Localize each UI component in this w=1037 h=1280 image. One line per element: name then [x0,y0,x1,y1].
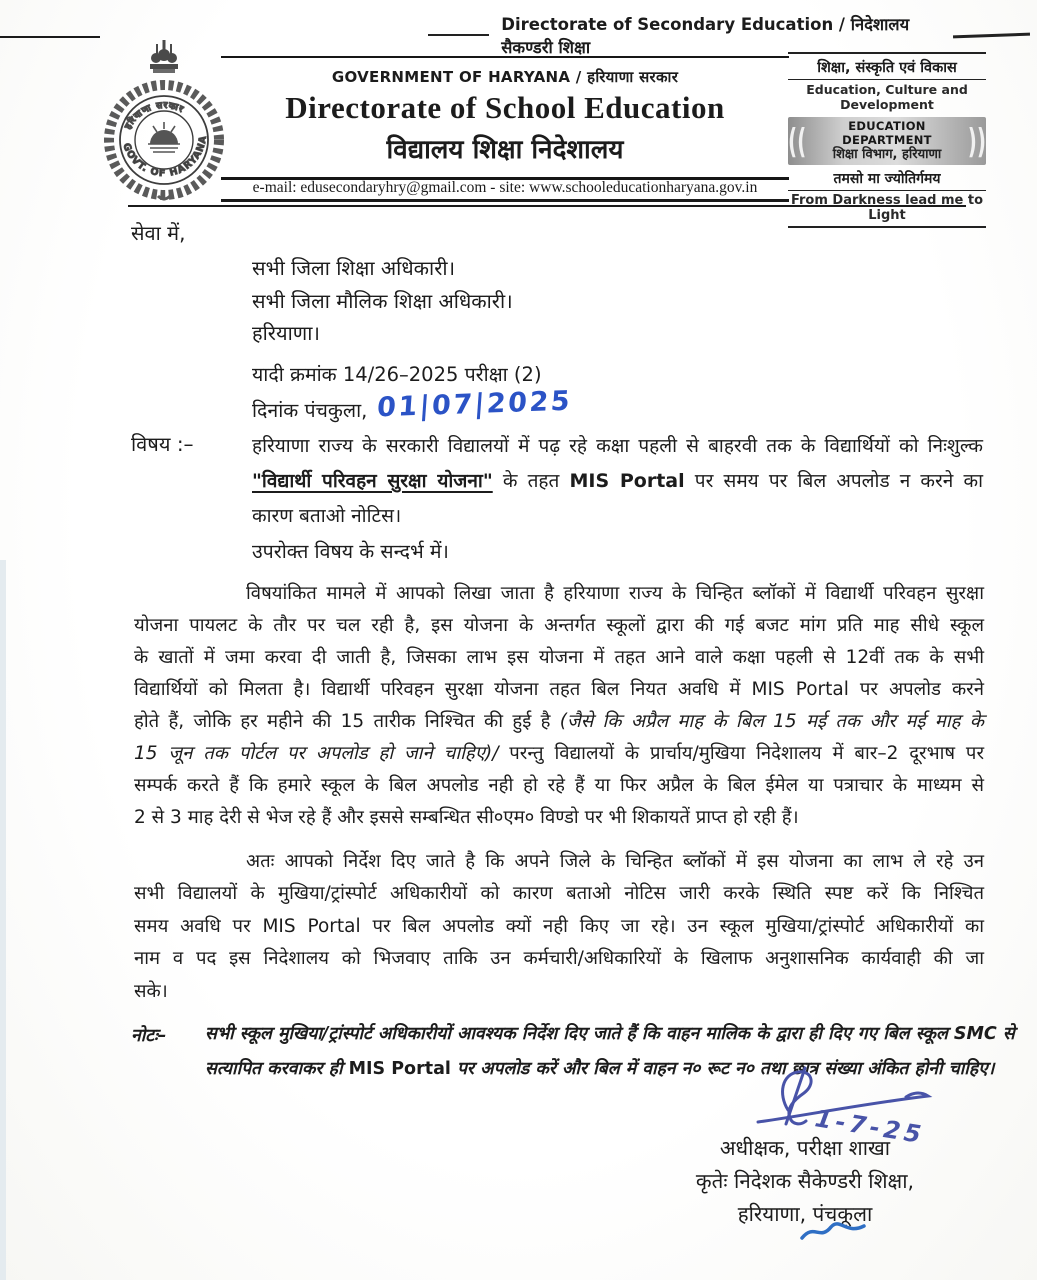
text-line: "विद्यार्थी परिवहन सुरक्षा योजना" के तहत MIS Portal पर समय पर बिल अपलोड न करने का [252,470,983,492]
directorate-title-hi: विद्यालय शिक्षा निदेशालय [386,135,624,165]
text-line: सके। [134,980,168,1002]
text-line: होते हैं, जोकि हर महीने की 15 तारीक निश्चित की हुई है (जैसे कि अप्रैल माह के बिल 15 मई तक और मई माह के [134,711,984,732]
text-line: सभी जिला मौलिक शिक्षा अधिकारी। [252,288,513,313]
signature-date: 1-7-25 [813,1104,927,1148]
date-label: दिनांक पंचकुला, [252,399,368,422]
education-department-banner [788,117,986,165]
directorate-title-en: Directorate of School Education [285,90,725,125]
text-line: के खातों में जमा करवा दी जाती है, जिसका लाभ इस योजना में तहत आने वाले कक्षा पहली से 12वीं तक के सभी [134,647,984,668]
sanskrit-motto-translation: From Darkness lead me to Light [788,191,986,228]
text-line: हरियाणा। [252,321,320,345]
banner-right-ornament-icon: )) [967,120,986,162]
dept-motto-hi: शिक्षा, संस्कृति एवं विकास [788,52,986,80]
text-line: सत्यापित करवाकर ही MIS Portal पर अपलोड करें और बिल में वाहन न० रूट न० तथा छात्र संख्या अंकित होनी चाहिए। [205,1059,995,1079]
government-line: GOVERNMENT OF HARYANA / हरियाणा सरकार [331,68,679,86]
text-line: विषयांकित मामले में आपको लिखा जाता है हरियाणा राज्य के चिन्हित ब्लॉकों में विद्यार्थी परिवहन सुरक्षा [246,583,984,604]
emblem-bottom-text: GOVT. OF HARYANA [120,134,210,180]
scan-edge [0,560,6,1280]
paragraph-1 [134,578,984,834]
text-line: हरियाणा, पंचकूला [737,1202,873,1226]
memo-number: यादी क्रमांक 14/26–2025 परीक्षा (2) [252,363,542,386]
top-left-rule [0,36,100,38]
banner-left-ornament-icon: (( [788,120,807,162]
text-line: विद्यार्थियों को मिलता है। विद्यार्थी परिवहन सुरक्षा योजना तहत बिल नियत अवधि में MIS Portal पर अपलोड करने [134,679,984,700]
annotation-left-rule [428,34,489,37]
signatory-block [660,1132,950,1231]
text-line: सभी विद्यालयों के मुखिया/ट्रांस्पोर्ट अधिकारीयों को कारण बताओ नोटिस जारी करके स्थिति स्पष्ट करें कि निश्चित [134,883,984,905]
reference-line: उपरोक्त विषय के सन्दर्भ में। [252,540,449,563]
paragraph-2 [134,846,984,1008]
text-line: समय अवधि पर MIS Portal पर बिल अपलोड क्यों नही किए जा रहे। उन स्कूल मुखिया/ट्रांस्पोर्ट अधिकारीयों का [134,915,984,937]
annotation-right-rule [953,32,1030,37]
handwritten-date: 01|07|2025 [376,385,574,424]
header-bottom-rule [221,199,789,202]
text-line: अधीक्षक, परीक्षा शाखा [719,1136,891,1160]
text-line: कृतेः निदेशक सैकेण्डरी शिक्षा, [695,1169,915,1193]
subject-label: विषय :– [131,432,194,456]
text-line: सभी जिला शिक्षा अधिकारी। [252,256,456,280]
govt-of-haryana-emblem-icon [100,36,228,212]
subject-text [252,429,983,534]
text-line: नाम व पद इस निदेशालय को भिजवाए ताकि उन कर्मचारी/अधिकारियों के खिलाफ अनुशासनिक कार्यवाही की जा [134,948,984,970]
text-line: सम्पर्क करते हैं कि हमारे स्कूल के बिल अपलोड नही हो रहे हैं या फिर अप्रैल के बिल ईमेल या पत्राचार के माध्यम से [134,775,984,796]
text-line: 2 से 3 माह देरी से भेज रहे हैं और इससे सम्बन्धित सी०एम० विण्डो पर भी शिकायतें प्राप्त हो रही हैं। [134,807,799,828]
banner-title-hi: शिक्षा विभाग, हरियाणा [832,147,942,163]
education-department-box [788,52,986,228]
email-site-line: e-mail: edusecondaryhry@gmail.com - site: www.schooleducationharyana.gov.in [252,179,758,196]
letterhead-center [221,56,789,180]
top-annotation: Directorate of Secondary Education / निदेशालय सैकण्डरी शिक्षा [501,15,910,57]
date-line [252,385,574,424]
banner-title-en: EDUCATION DEPARTMENT [842,118,932,147]
addressee-list [252,252,682,350]
text-line: हरियाणा राज्य के सरकारी विद्यालयों में पढ़ रहे कक्षा पहली से बाहरवी तक के विद्यार्थियों को निःशुल्क [252,435,983,457]
emblem-top-text: हरियाणा सरकार [123,100,186,132]
salutation: सेवा में, [131,221,186,245]
signature-flourish-icon [798,1221,870,1243]
note-label: नोटः– [131,1026,167,1046]
text-line: कारण बताओ नोटिस। [252,505,402,527]
text-line: अतः आपको निर्देश दिए जाते है कि अपने जिले के चिन्हित ब्लॉकों में इस योजना का लाभ ले रहे उन [246,851,984,872]
sanskrit-motto: तमसो मा ज्योतिर्गमय [788,165,986,191]
text-line: सभी स्कूल मुखिया/ट्रांस्पोर्ट अधिकारीयों आवश्यक निर्देश दिए जाते हैं कि वाहन मालिक के द्वारा ही दिए गए बिल स्कूल SMC से [205,1024,1015,1044]
text-line: योजना पायलट के तौर पर चल रही है, इस योजना के अन्तर्गत स्कूलों द्वारा की गई बजट मांग प्रति माह सीधे स्कूल [134,615,984,636]
text-line: 15 जून तक पोर्टल पर अपलोड हो जाने चाहिए)/ परन्तु विद्यालयों के प्रार्चाय/मुखिया निदेशालय में बार–2 दूरभाष पर [134,743,985,764]
dept-motto-en: Education, Culture and Development [806,82,968,112]
